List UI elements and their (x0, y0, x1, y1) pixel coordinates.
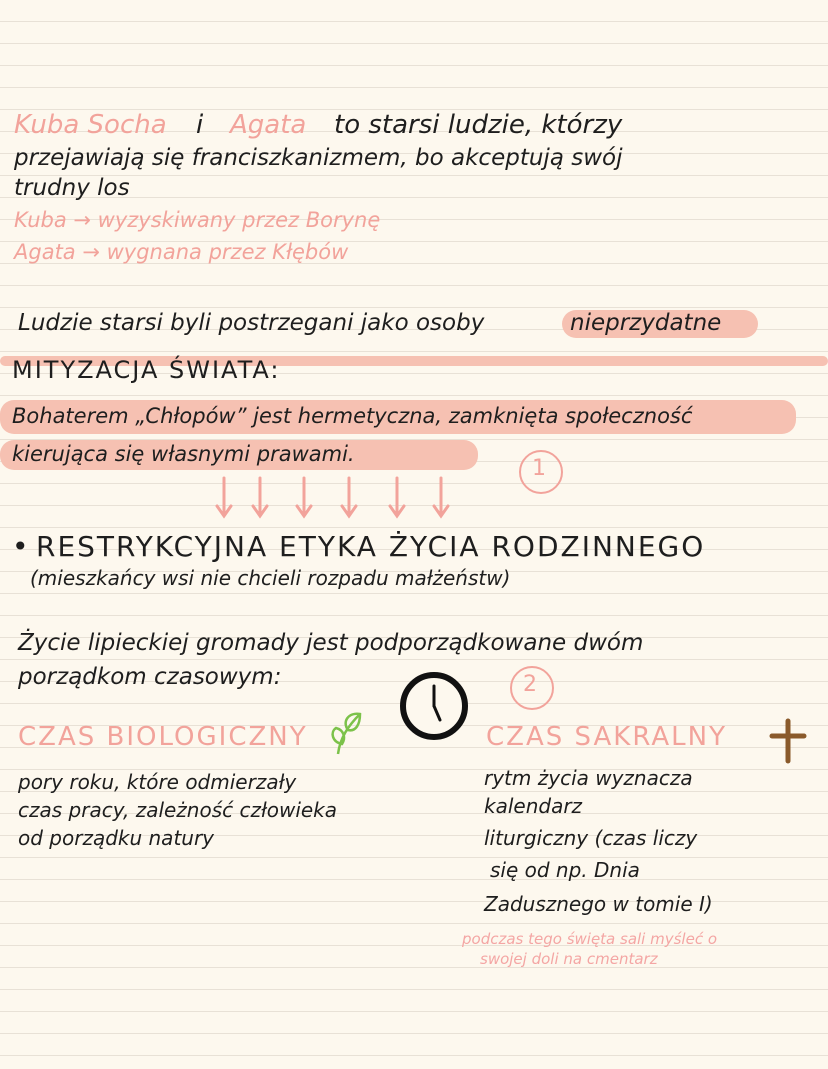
conjunction-i: i (196, 110, 204, 140)
bullet: • (12, 530, 29, 563)
intro-line3: trudny los (14, 175, 130, 201)
cross-icon (768, 718, 808, 764)
bio-line-3: od porządku natury (18, 826, 215, 850)
sacral-line-4: się od np. Dnia (490, 858, 640, 882)
leaf-icon (326, 708, 366, 758)
agata-note: Agata → wygnana przez Kłębów (14, 240, 349, 264)
life-line2: porządkom czasowym: (18, 664, 282, 690)
sacral-line-3: liturgiczny (czas liczy (484, 826, 698, 850)
kuba-note: Kuba → wyzyskiwany przez Borynę (14, 208, 381, 232)
elders-highlight-word: nieprzydatne (570, 310, 722, 336)
bio-line-2: czas pracy, zależność człowieka (18, 798, 338, 822)
arrow-down-icon (432, 476, 450, 520)
life-line1: Życie lipieckiej gromady jest podporządkowane dwóm (18, 630, 644, 656)
community-line1: Bohaterem „Chłopów” jest hermetyczna, zamknięta społeczność (12, 404, 693, 428)
bio-title: CZAS BIOLOGICZNY (18, 722, 308, 752)
name-agata: Agata (230, 110, 307, 140)
sacral-note-1: podczas tego święta sali myśleć o (462, 930, 718, 948)
marker-two: 2 (523, 672, 537, 697)
sacral-note-2: swojej doli na cmentarz (480, 950, 658, 968)
name-kuba: Kuba Socha (14, 110, 167, 140)
arrow-down-icon (251, 476, 269, 520)
sacral-line-5: Zadusznego w tomie I) (484, 892, 713, 916)
restrictive-note: (mieszkańcy wsi nie chcieli rozpadu małżeństw) (30, 566, 511, 590)
intro-line1: to starsi ludzie, którzy (334, 110, 623, 140)
sacral-line-1: rytm życia wyznacza (484, 766, 693, 790)
bio-line-1: pory roku, które odmierzały (18, 770, 297, 794)
community-line2: kierująca się własnymi prawami. (12, 442, 355, 466)
arrow-down-icon (340, 476, 358, 520)
intro-line2: przejawiają się franciszkanizmem, bo akceptują swój (14, 145, 623, 171)
arrow-down-icon (295, 476, 313, 520)
clock-icon (398, 670, 470, 742)
arrow-down-icon (215, 476, 233, 520)
sacral-title: CZAS SAKRALNY (486, 722, 727, 752)
restrictive-title: RESTRYKCYJNA ETYKA ŻYCIA RODZINNEGO (36, 530, 706, 563)
elders-text: Ludzie starsi byli postrzegani jako osoby (18, 310, 485, 336)
sacral-line-2: kalendarz (484, 794, 583, 818)
marker-one: 1 (532, 456, 546, 481)
arrow-down-icon (388, 476, 406, 520)
section-title: MITYZACJA ŚWIATA: (12, 356, 281, 384)
